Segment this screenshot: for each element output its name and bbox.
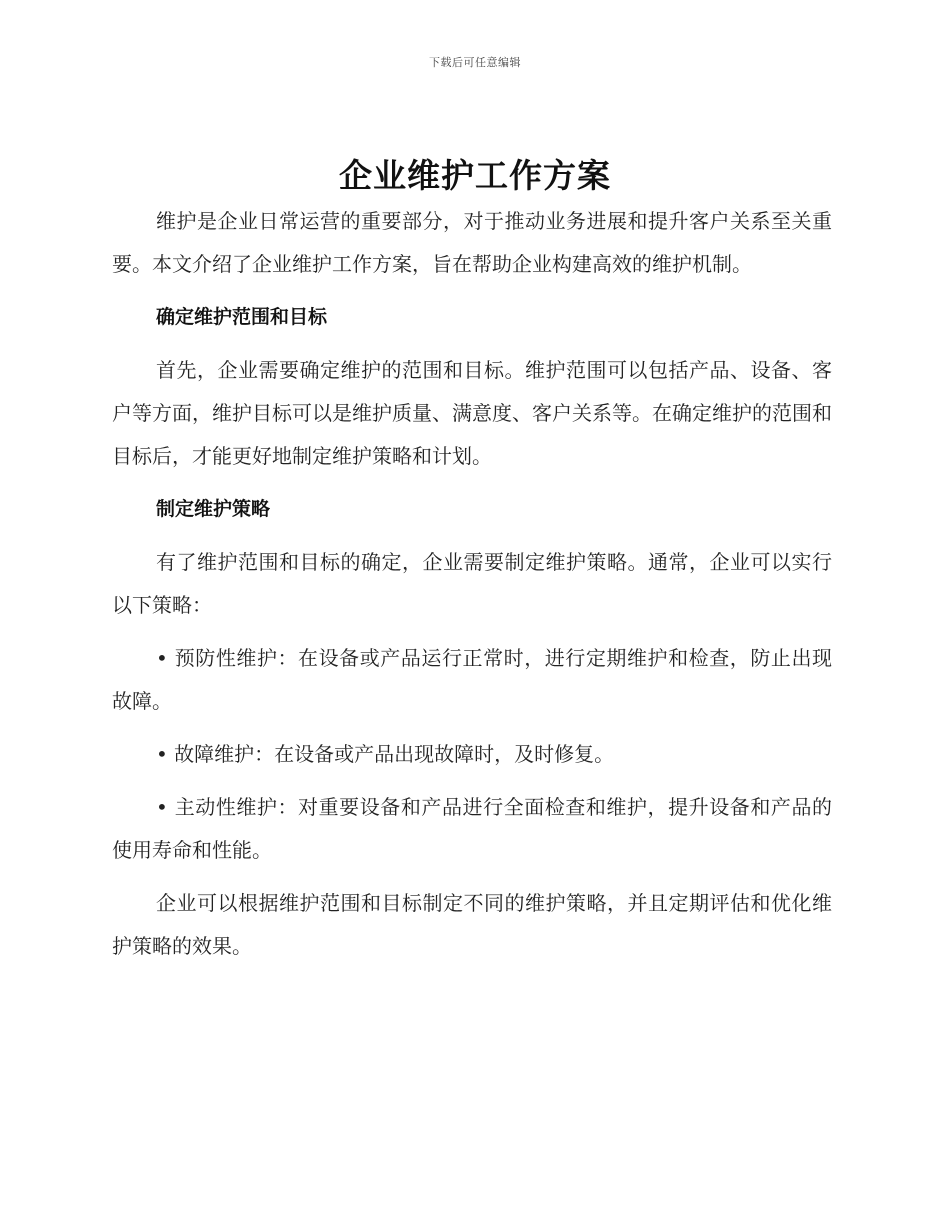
section-heading-strategy: 制定维护策略 (156, 498, 271, 520)
strategy-item-preventive: • 预防性维护：在设备或产品运行正常时，进行定期维护和检查，防止出现故障。 (112, 646, 832, 713)
strategy-item-proactive: • 主动性维护：对重要设备和产品进行全面检查和维护，提升设备和产品的使用寿命和性能。 (112, 795, 832, 862)
strategy-conclusion-paragraph: 企业可以根据维护范围和目标制定不同的维护策略，并且定期评估和优化维护策略的效果。 (112, 891, 832, 958)
strategy-item-corrective: • 故障维护：在设备或产品出现故障时，及时修复。 (156, 742, 615, 766)
section-heading-scope: 确定维护范围和目标 (156, 306, 328, 328)
document-body (112, 200, 832, 978)
scope-paragraph: 首先，企业需要确定维护的范围和目标。维护范围可以包括产品、设备、客户等方面，维护目标可以是维护质量、满意度、客户关系等。在确定维护的范围和目标后，才能更好地制定维护策略和计划。 (112, 358, 832, 468)
strategy-intro-paragraph: 有了维护范围和目标的确定，企业需要制定维护策略。通常，企业可以实行以下策略： (112, 550, 832, 617)
header-note: 下载后可任意编辑 (429, 56, 521, 69)
intro-paragraph: 维护是企业日常运营的重要部分，对于推动业务进展和提升客户关系至关重要。本文介绍了企业维护工作方案，旨在帮助企业构建高效的维护机制。 (112, 209, 832, 276)
document-title: 企业维护工作方案 (339, 156, 611, 195)
